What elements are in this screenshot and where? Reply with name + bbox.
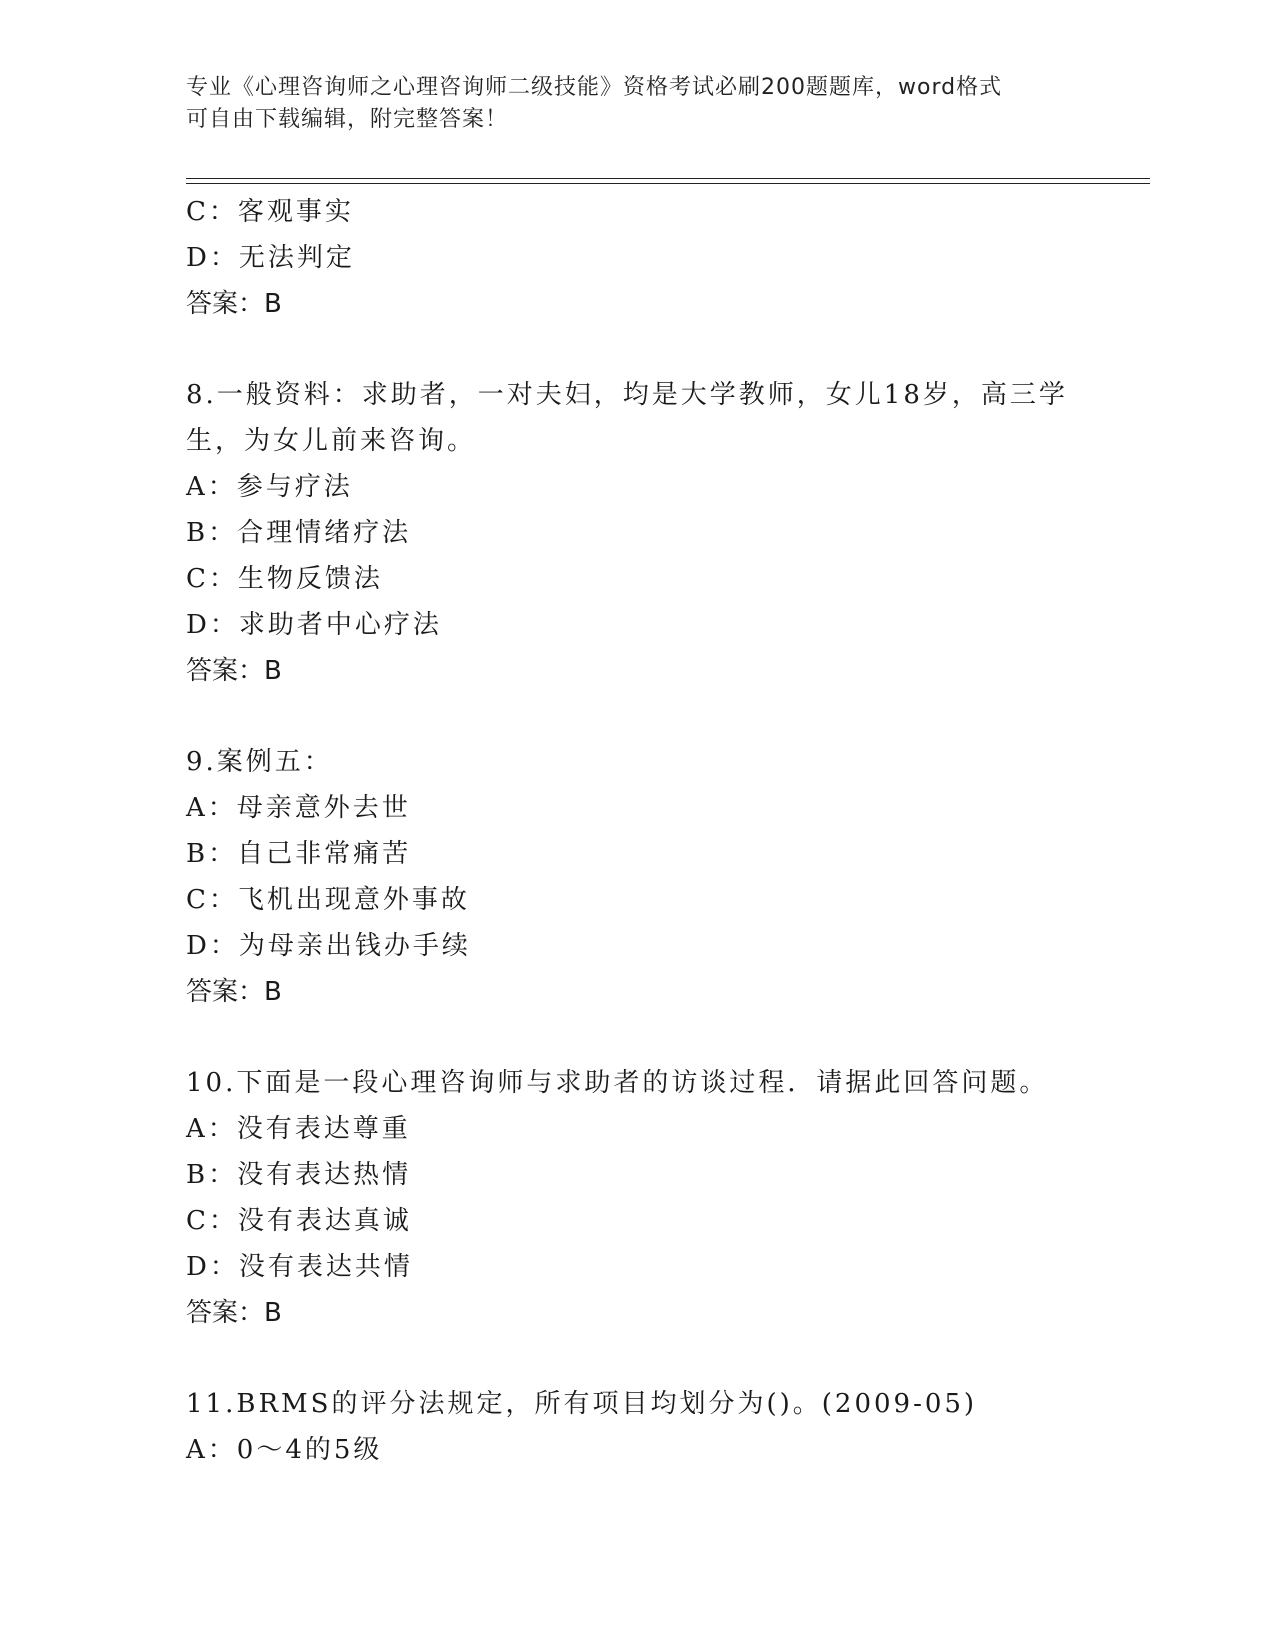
answer-line: 答案：B — [186, 656, 282, 686]
option-c: C：飞机出现意外事故 — [186, 885, 470, 915]
question-stem-line: 8.一般资料：求助者，一对夫妇，均是大学教师，女儿18岁，高三学 — [186, 380, 1068, 410]
header-rule-bottom — [186, 183, 1150, 184]
question-stem-line: 10.下面是一段心理咨询师与求助者的访谈过程．请据此回答问题。 — [186, 1068, 1049, 1098]
question-stem-line: 9.案例五： — [186, 747, 333, 777]
question-list — [186, 189, 1086, 1473]
question-9 — [186, 739, 1086, 1015]
option-b: B：自己非常痛苦 — [186, 839, 412, 869]
option-c: C：客观事实 — [186, 197, 354, 227]
option-b: B：合理情绪疗法 — [186, 518, 412, 548]
question-stem-line: 11.BRMS的评分法规定，所有项目均划分为()。(2009-05) — [186, 1389, 978, 1419]
answer-line: 答案：B — [186, 977, 282, 1007]
question-11 — [186, 1381, 1086, 1473]
document-header — [186, 72, 1066, 136]
option-c: C：生物反馈法 — [186, 564, 383, 594]
header-title-line-2: 可自由下载编辑，附完整答案！ — [186, 107, 509, 132]
option-a: A：母亲意外去世 — [186, 793, 411, 823]
question-continued — [186, 189, 1086, 327]
header-rule-top — [186, 178, 1150, 179]
option-c: C：没有表达真诚 — [186, 1206, 412, 1236]
option-b: B：没有表达热情 — [186, 1160, 412, 1190]
answer-line: 答案：B — [186, 1298, 282, 1328]
answer-line: 答案：B — [186, 289, 282, 319]
question-8 — [186, 372, 1086, 694]
question-gap — [186, 1015, 1086, 1060]
option-d: D：求助者中心疗法 — [186, 610, 442, 640]
question-stem-line: 生，为女儿前来咨询。 — [186, 426, 477, 456]
header-title-line-1: 专业《心理咨询师之心理咨询师二级技能》资格考试必刷200题题库，word格式 — [186, 75, 1003, 100]
question-gap — [186, 1336, 1086, 1381]
option-a: A：0～4的5级 — [186, 1435, 383, 1465]
option-a: A：参与疗法 — [186, 472, 353, 502]
question-gap — [186, 694, 1086, 739]
question-10 — [186, 1060, 1086, 1336]
question-gap — [186, 327, 1086, 372]
option-a: A：没有表达尊重 — [186, 1114, 411, 1144]
option-d: D：没有表达共情 — [186, 1252, 413, 1282]
option-d: D：无法判定 — [186, 243, 355, 273]
option-d: D：为母亲出钱办手续 — [186, 931, 471, 961]
